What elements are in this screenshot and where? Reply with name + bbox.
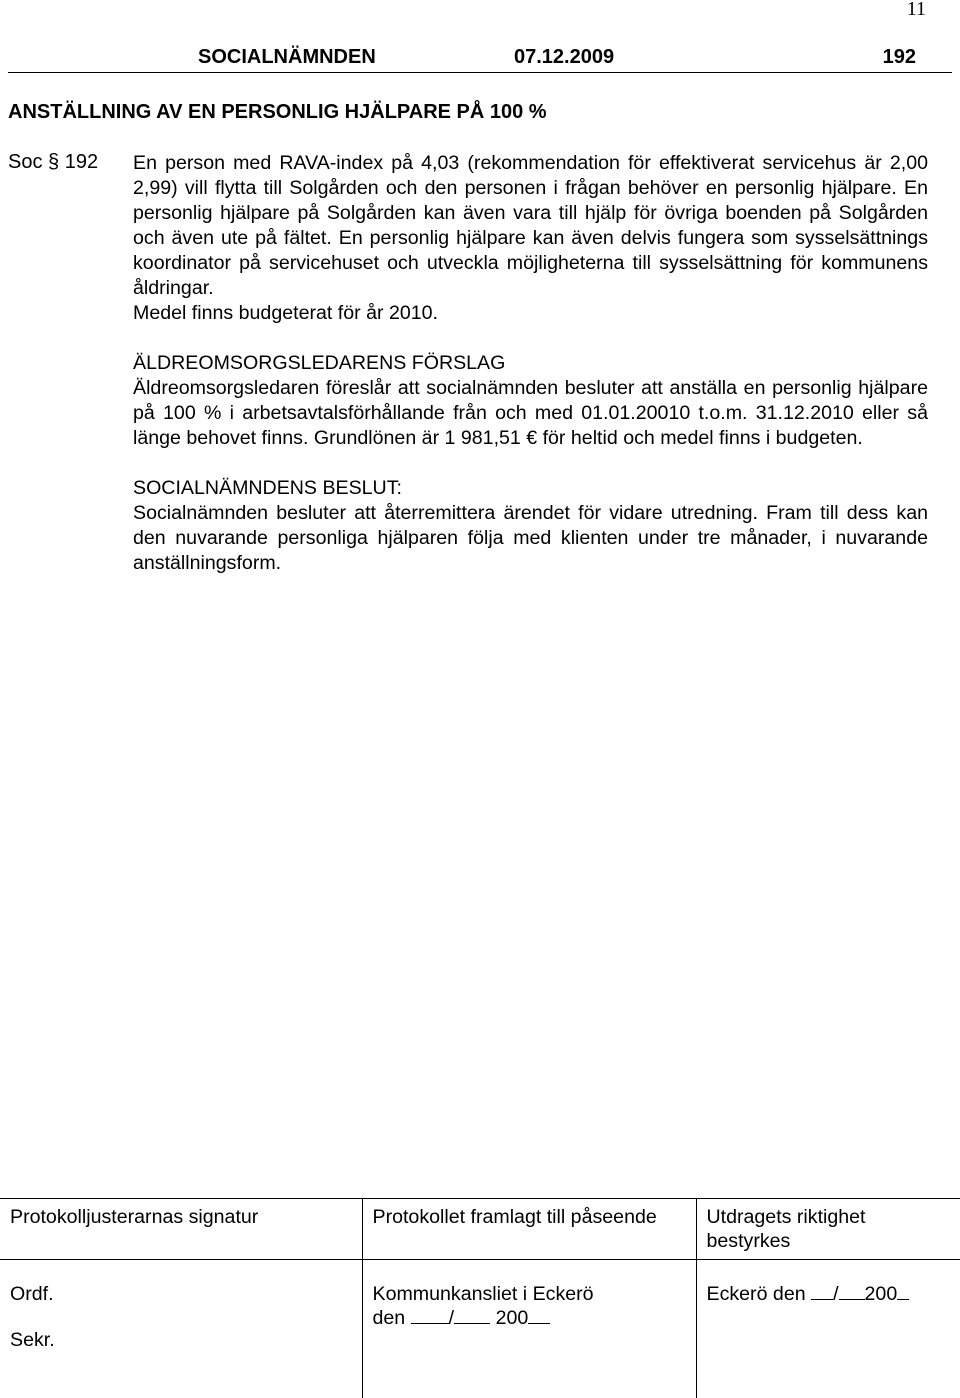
minutes-header	[8, 44, 952, 73]
office-slash: /	[449, 1307, 454, 1329]
decision-heading: SOCIALNÄMNDENS BESLUT:	[133, 476, 928, 501]
signature-table-header-row	[0, 1199, 960, 1260]
extract-place: Eckerö den	[707, 1283, 806, 1305]
extract-day-blank	[811, 1283, 833, 1300]
office-year: 200	[496, 1307, 529, 1329]
document-body	[133, 151, 928, 576]
signature-col1-header: Protokolljusterarnas signatur	[0, 1199, 362, 1260]
extract-year: 200	[865, 1283, 898, 1305]
extract-slash: /	[833, 1283, 838, 1305]
page-number: 11	[907, 0, 926, 21]
header-organization: SOCIALNÄMNDEN	[198, 46, 376, 69]
signature-table-body-row	[0, 1260, 960, 1398]
signature-col2-header: Protokollet framlagt till påseende	[362, 1199, 696, 1260]
office-date-line	[373, 1306, 686, 1330]
extract-cell	[696, 1260, 960, 1398]
office-year-blank	[528, 1307, 550, 1324]
budget-paragraph: Medel finns budgeterat för år 2010.	[133, 301, 928, 326]
signature-table	[0, 1198, 960, 1398]
intro-paragraph: En person med RAVA-index på 4,03 (rekommendation för effektiverat servicehus är 2,00 2,99) vill flytta till Solgården och den personen i frågan behöver en personlig hjälpare. En personlig hjälpare på Solgården kan även vara till hjälp för övriga boenden på Solgården och även ute på fältet. En personlig hjälpare kan även delvis fungera som sysselsättnings koordinator på servicehuset och utveckla möjligheterna till sysselsättning för kommunens åldringar.	[133, 151, 928, 301]
proposal-text: Äldreomsorgsledaren föreslår att socialnämnden besluter att anställa en personlig hjälpare på 100 % i arbetsavtalsförhållande från och med 01.01.20010 t.o.m. 31.12.2010 eller så länge behovet finns. Grundlönen är 1 981,51 € för heltid och medel finns i budgeten.	[133, 376, 928, 451]
signature-col3-header: Utdragets riktighet bestyrkes	[696, 1199, 960, 1260]
extract-month-blank	[839, 1283, 865, 1300]
extract-year-blank	[897, 1283, 909, 1300]
proposal-heading: ÄLDREOMSORGSLEDARENS FÖRSLAG	[133, 351, 928, 376]
document-title: ANSTÄLLNING AV EN PERSONLIG HJÄLPARE PÅ 100 %	[8, 101, 547, 124]
decision-text: Socialnämnden besluter att återremittera ärendet för vidare utredning. Fram till dess kan den nuvarande personliga hjälparen följa med klienten under tre månader, i nuvarande anställningsform.	[133, 501, 928, 576]
ordf-label: Ordf.	[10, 1282, 352, 1306]
sekr-label: Sekr.	[10, 1328, 352, 1352]
public-display-cell	[362, 1260, 696, 1398]
paragraph-reference: Soc § 192	[8, 151, 98, 174]
office-day-blank	[411, 1307, 449, 1324]
office-line: Kommunkansliet i Eckerö	[373, 1282, 686, 1306]
office-month-blank	[454, 1307, 490, 1324]
header-paragraph-number: 192	[883, 46, 916, 69]
header-date: 07.12.2009	[514, 46, 614, 69]
office-den-label: den	[373, 1307, 406, 1329]
signature-fields-cell	[0, 1260, 362, 1398]
